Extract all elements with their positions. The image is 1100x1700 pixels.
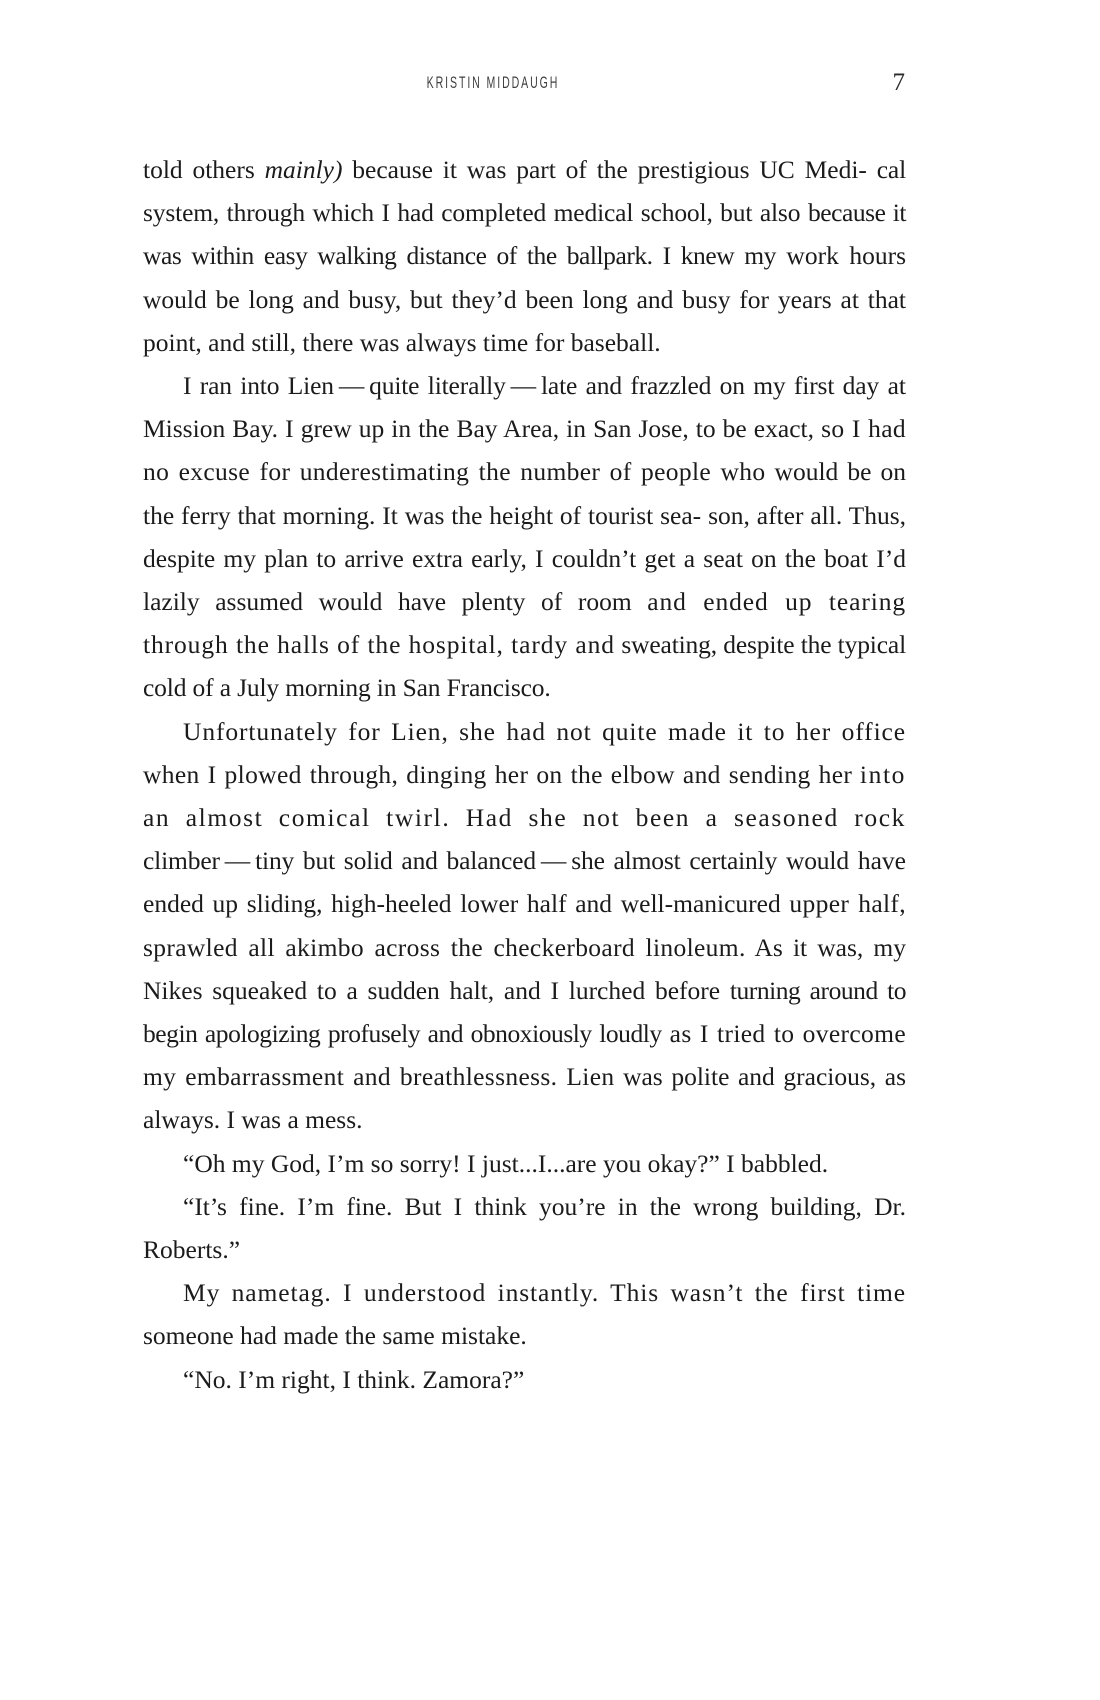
text-run: at Mission Bay. I grew up in the Bay Area, in San Jose, to be exact, bbox=[143, 371, 906, 444]
text-run: when I plowed through, dinging her on the elbow and sending her bbox=[143, 759, 853, 789]
text-run: Roberts.” bbox=[143, 1235, 241, 1265]
text-run: get a seat on the boat I’d lazily assumed would have plenty of room bbox=[143, 543, 906, 617]
text-run: climber — tiny but solid and balanced — she almost certainly would bbox=[143, 846, 849, 876]
paragraph-7-dialogue bbox=[143, 1358, 906, 1401]
text-run: because it was within easy walking distance of the ballpark. I knew my bbox=[143, 198, 906, 271]
text-run: because it was part of the prestigious UC Medi- bbox=[342, 155, 867, 184]
text-run: turning around to begin apologizing profusely and obnoxiously loudly bbox=[143, 975, 907, 1049]
text-run: told others bbox=[143, 155, 265, 184]
paragraph-4-dialogue bbox=[143, 1142, 906, 1185]
text-run: “No. I’m right, I think. Zamora?” bbox=[183, 1364, 525, 1394]
text-run: sweating, despite the typical cold of a July morning in San Francisco. bbox=[143, 630, 907, 703]
text-run: someone had made the same mistake. bbox=[143, 1321, 527, 1351]
italic-word: mainly) bbox=[264, 155, 343, 184]
text-run: I ran into Lien — quite literally — late and frazzled on my first day bbox=[183, 371, 880, 401]
text-run: Unfortunately for Lien, she had not quite made it to her office bbox=[183, 716, 906, 746]
text-run: into an almost comical twirl. Had she not been a seasoned rock bbox=[143, 759, 906, 833]
text-run: as I tried to overcome my embarrassment and breathlessness. Lien bbox=[143, 1019, 906, 1092]
text-run: son, after all. Thus, despite my plan to arrive extra early, I couldn’t bbox=[143, 500, 907, 573]
paragraph-5-dialogue bbox=[143, 1185, 906, 1271]
text-run: have ended up sliding, high-heeled lower half and well-manicured bbox=[143, 846, 906, 919]
text-run: “Oh my God, I’m so sorry! I just...I...are you okay?” I babbled. bbox=[183, 1148, 829, 1178]
paragraph-3 bbox=[143, 710, 906, 1142]
text-run: work hours would be long and busy, but they’d been long and busy bbox=[143, 241, 906, 314]
text-run: and ended up tearing through the halls of the hospital, tardy and bbox=[143, 587, 907, 660]
paragraph-2 bbox=[143, 364, 906, 710]
text-run: for years at that point, and still, there was always time for baseball. bbox=[143, 284, 906, 357]
running-head-author-title: KRISTIN MIDDAUGH bbox=[426, 73, 560, 92]
text-run: so I had no excuse for underestimating the number of people who bbox=[143, 414, 906, 487]
body-text-block bbox=[143, 148, 906, 1401]
text-run: cal system, through which I had completed medical school, but also bbox=[143, 155, 907, 228]
text-run: “It’s fine. I’m fine. But I think you’re in the wrong building, Dr. bbox=[183, 1191, 906, 1221]
paragraph-1 bbox=[143, 148, 906, 364]
text-run: As it was, my Nikes squeaked to a sudden halt, and I lurched before bbox=[143, 932, 907, 1005]
text-run: upper half, sprawled all akimbo across the checkerboard linoleum. bbox=[143, 889, 906, 962]
running-head bbox=[143, 69, 905, 102]
paragraph-6 bbox=[143, 1271, 906, 1357]
page-number: 7 bbox=[892, 69, 905, 96]
text-run: My nametag. I understood instantly. This wasn’t the first time bbox=[183, 1278, 906, 1308]
text-run: would be on the ferry that morning. It was the height of tourist sea- bbox=[143, 457, 906, 530]
text-run: was polite and gracious, as always. I was a mess. bbox=[143, 1062, 906, 1135]
